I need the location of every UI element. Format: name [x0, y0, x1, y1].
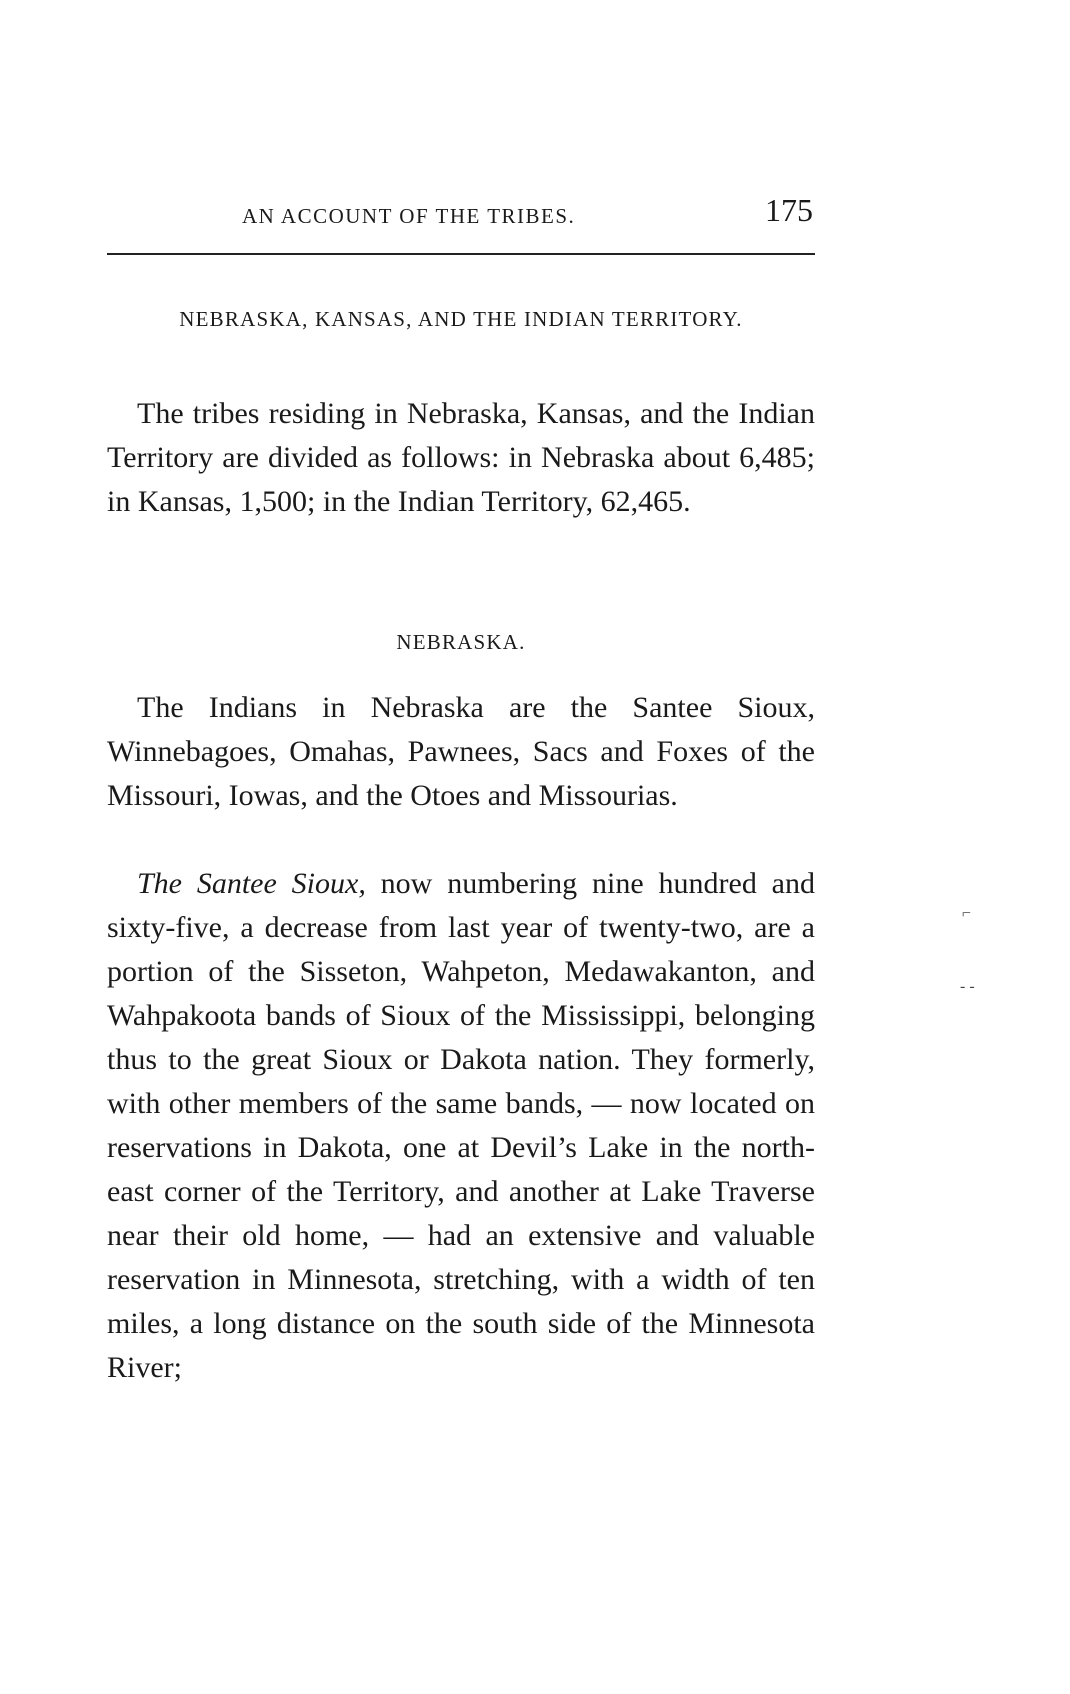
page-number: 175	[765, 192, 813, 228]
santee-sioux-text: now numbering nine hundred and sixty-five, a decrease from last year of twenty-two, are a portion of the Sisseton, Wahpeton, Medawakanton, and Wahpakoota bands of Sioux of the Mississippi, belonging thus to the great Sioux or Dakota nation. They formerly, with other members of the same bands, — now located on reservations in Dakota, one at Devil’s Lake in the north-east corner of the Territory, and another at Lake Traverse near their old home, — had an extensive and valuable reservation in Minnesota, stretching, with a width of ten miles, a long distance on the south side of the Minnesota River;	[107, 867, 815, 1384]
running-head	[107, 188, 815, 228]
paragraph-nebraska-tribes: The Indians in Nebraska are the Santee Sioux, Winnebagoes, Omahas, Pawnees, Sacs and Foxes of the Missouri, Iowas, and the Otoes and Missourias.	[107, 691, 815, 812]
nebraska-paragraph-block	[107, 686, 815, 818]
header-rule	[107, 253, 815, 255]
intro-paragraph-block	[107, 392, 815, 524]
paragraph-santee-sioux	[107, 862, 815, 1390]
margin-mark: ⌐	[962, 905, 972, 922]
section-heading-nebraska-kansas-indian-territory: NEBRASKA, KANSAS, AND THE INDIAN TERRITORY.	[179, 307, 743, 331]
paragraph-tribe-distribution: The tribes residing in Nebraska, Kansas, and the Indian Territory are divided as follows: in Nebraska about 6,485; in Kansas, 1,500; in the Indian Territory, 62,465.	[107, 397, 815, 518]
santee-sioux-lead: The Santee Sioux,	[137, 867, 366, 900]
margin-mark: - -	[960, 978, 975, 995]
santee-paragraph-block	[107, 862, 815, 1390]
running-title: AN ACCOUNT OF THE TRIBES.	[242, 204, 576, 228]
section-heading-nebraska: NEBRASKA.	[396, 630, 526, 654]
